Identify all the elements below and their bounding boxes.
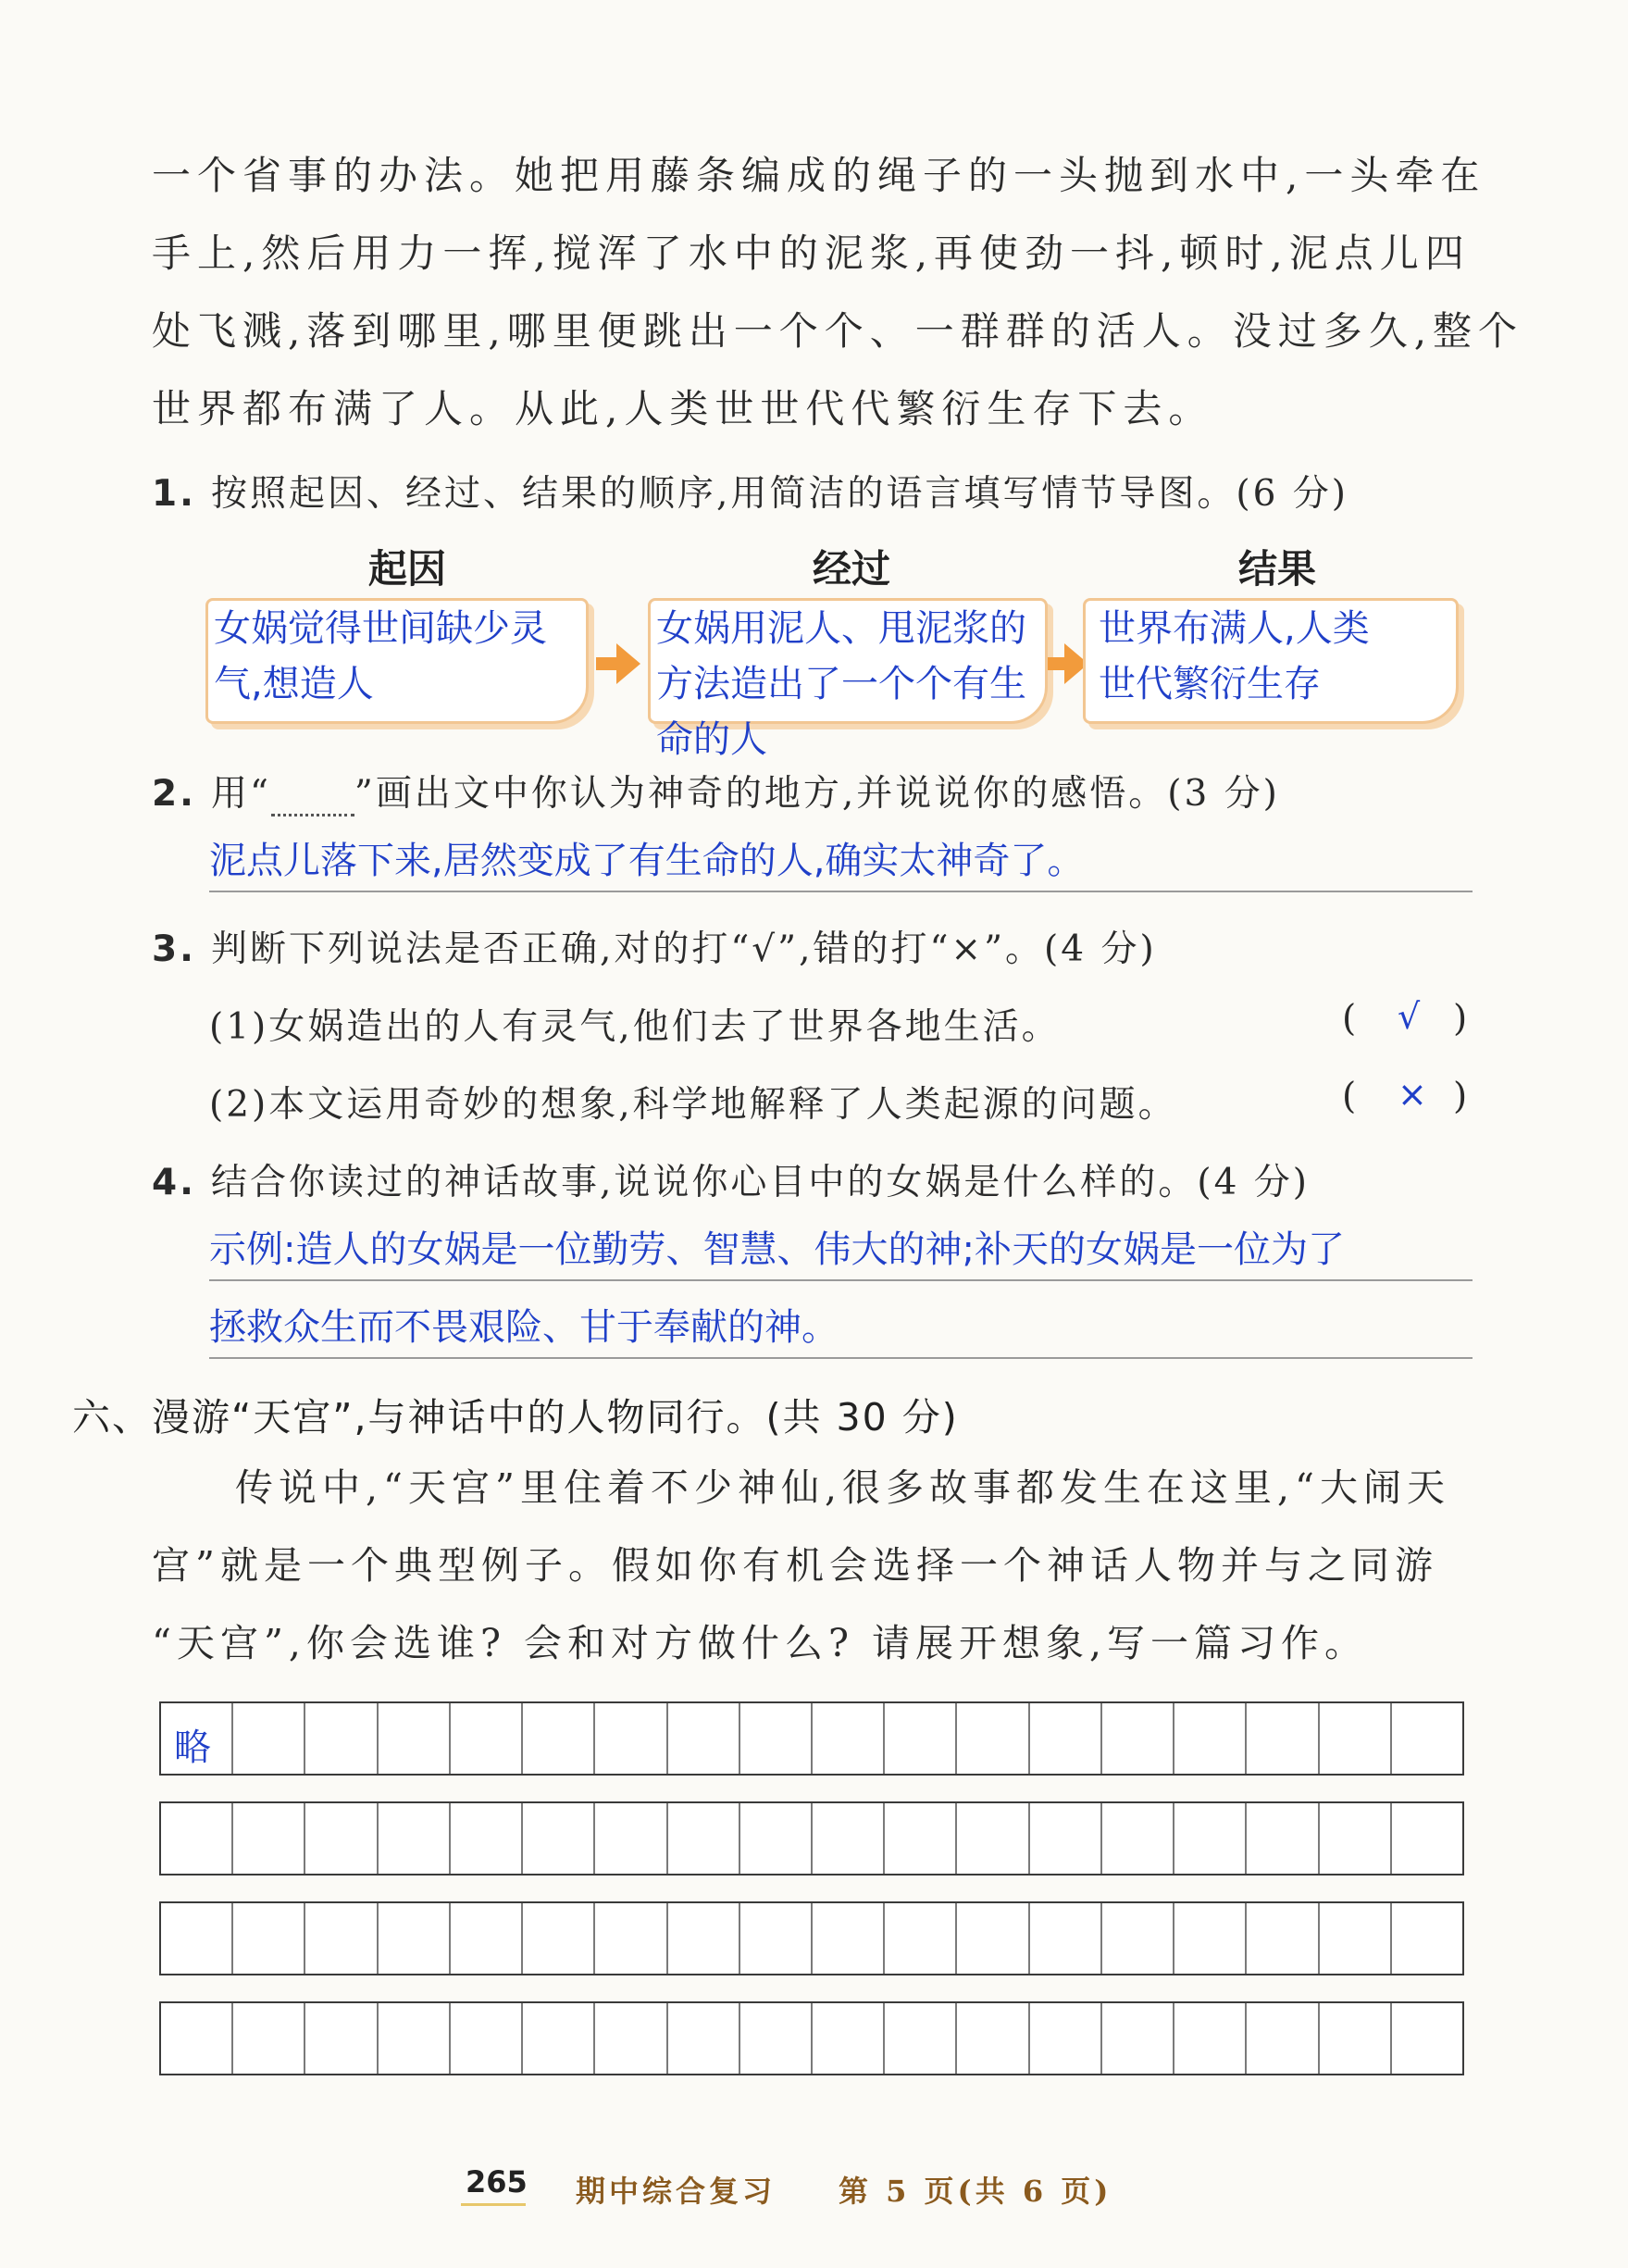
question-4 bbox=[152, 1153, 1310, 1205]
cross-mark: × bbox=[1398, 1074, 1427, 1115]
question-2 bbox=[152, 765, 1280, 816]
plot-box-cause bbox=[205, 598, 589, 724]
paren-open: ( bbox=[1342, 1076, 1357, 1117]
plot-box-process bbox=[648, 598, 1048, 761]
answer-line: 女娲用泥人、甩泥浆的 bbox=[656, 607, 1026, 650]
plot-box-result bbox=[1083, 598, 1459, 724]
plot-head-cause: 起因 bbox=[367, 546, 446, 592]
answer-q2: 泥点儿落下来,居然变成了有生命的人,确实太神奇了。 bbox=[209, 840, 1085, 882]
judge-item-2: (2)本文运用奇妙的想象,科学地解释了人类起源的问题。 bbox=[209, 1084, 1177, 1126]
writing-grid-row[interactable] bbox=[159, 1901, 1464, 1975]
passage-line: 手上,然后用力一挥,搅浑了水中的泥浆,再使劲一抖,顿时,泥点儿四 bbox=[152, 231, 1471, 276]
question-number: 2. bbox=[152, 773, 196, 815]
answer-line: 命的人 bbox=[656, 718, 767, 761]
answer-line-rule bbox=[209, 891, 1473, 892]
judge-item-1: (1)女娲造出的人有灵气,他们去了世界各地生活。 bbox=[209, 1006, 1061, 1048]
answer-line: 世代繁衍生存 bbox=[1099, 663, 1321, 705]
wavy-line-sample bbox=[271, 798, 354, 816]
arrow-shaft bbox=[1048, 657, 1066, 670]
question-3 bbox=[152, 920, 1157, 972]
arrow-right-icon bbox=[616, 643, 640, 684]
section-paragraph bbox=[152, 1449, 1450, 1682]
writing-grid-row[interactable] bbox=[159, 2001, 1464, 2075]
writing-grid-row[interactable] bbox=[159, 1701, 1464, 1776]
question-number: 1. bbox=[152, 473, 196, 515]
answer-line-rule bbox=[209, 1279, 1473, 1281]
passage-line: 一个省事的办法。她把用藤条编成的绳子的一头抛到水中,一头牵在 bbox=[152, 153, 1486, 198]
plot-head-result: 结果 bbox=[1237, 546, 1316, 592]
writing-grid-row[interactable] bbox=[159, 1801, 1464, 1875]
footer-label: 期中综合复习 bbox=[576, 2174, 777, 2209]
passage-line: 世界都布满了人。从此,人类世世代代繁衍生存下去。 bbox=[152, 386, 1214, 431]
question-number: 4. bbox=[152, 1162, 196, 1203]
answer-line: 气,想造人 bbox=[214, 663, 374, 705]
passage-text bbox=[152, 137, 1524, 448]
paren-close: ) bbox=[1453, 998, 1468, 1040]
question-text: 判断下列说法是否正确,对的打“√”,错的打“×”。(4 分) bbox=[210, 928, 1157, 970]
answer-line: 世界布满人,人类 bbox=[1099, 607, 1370, 650]
footer-page-info: 第 5 页(共 6 页) bbox=[839, 2174, 1112, 2209]
answer-line-rule bbox=[209, 1357, 1473, 1359]
question-text: ”画出文中你认为神奇的地方,并说说你的感悟。(3 分) bbox=[354, 773, 1280, 815]
paragraph-line: 宫”就是一个典型例子。假如你有机会选择一个神话人物并与之同游 bbox=[152, 1543, 1438, 1588]
answer-line: 女娲觉得世间缺少灵 bbox=[214, 607, 547, 650]
question-text: 结合你读过的神话故事,说说你心目中的女娲是什么样的。(4 分) bbox=[210, 1162, 1310, 1203]
question-text: 用“ bbox=[210, 773, 271, 815]
passage-line: 处飞溅,落到哪里,哪里便跳出一个个、一群群的活人。没过多久,整个 bbox=[152, 308, 1524, 354]
answer-q4-line-1: 示例:造人的女娲是一位勤劳、智慧、伟大的神;补天的女娲是一位为了 bbox=[209, 1228, 1345, 1271]
grid-answer: 略 bbox=[174, 1726, 211, 1769]
section-title: 六、漫游“天宫”,与神话中的人物同行。(共 30 分) bbox=[72, 1395, 959, 1439]
question-number: 3. bbox=[152, 928, 196, 970]
answer-line: 方法造出了一个个有生 bbox=[656, 663, 1026, 705]
paragraph-line: “天宫”,你会选谁? 会和对方做什么? 请展开想象,写一篇习作。 bbox=[152, 1621, 1369, 1665]
plot-head-process: 经过 bbox=[812, 546, 890, 592]
answer-q4-line-2: 拯救众生而不畏艰险、甘于奉献的神。 bbox=[209, 1306, 839, 1349]
page-number: 265 bbox=[466, 2164, 528, 2199]
paragraph-line: 传说中,“天宫”里住着不少神仙,很多故事都发生在这里,“大闹天 bbox=[235, 1465, 1450, 1510]
paren-open: ( bbox=[1342, 998, 1357, 1040]
page-number-underline bbox=[461, 2203, 526, 2206]
check-mark: √ bbox=[1398, 996, 1421, 1037]
paren-close: ) bbox=[1453, 1076, 1468, 1117]
question-1 bbox=[152, 465, 1348, 517]
question-text: 按照起因、经过、结果的顺序,用简洁的语言填写情节导图。(6 分) bbox=[210, 473, 1348, 515]
arrow-shaft bbox=[596, 657, 618, 670]
